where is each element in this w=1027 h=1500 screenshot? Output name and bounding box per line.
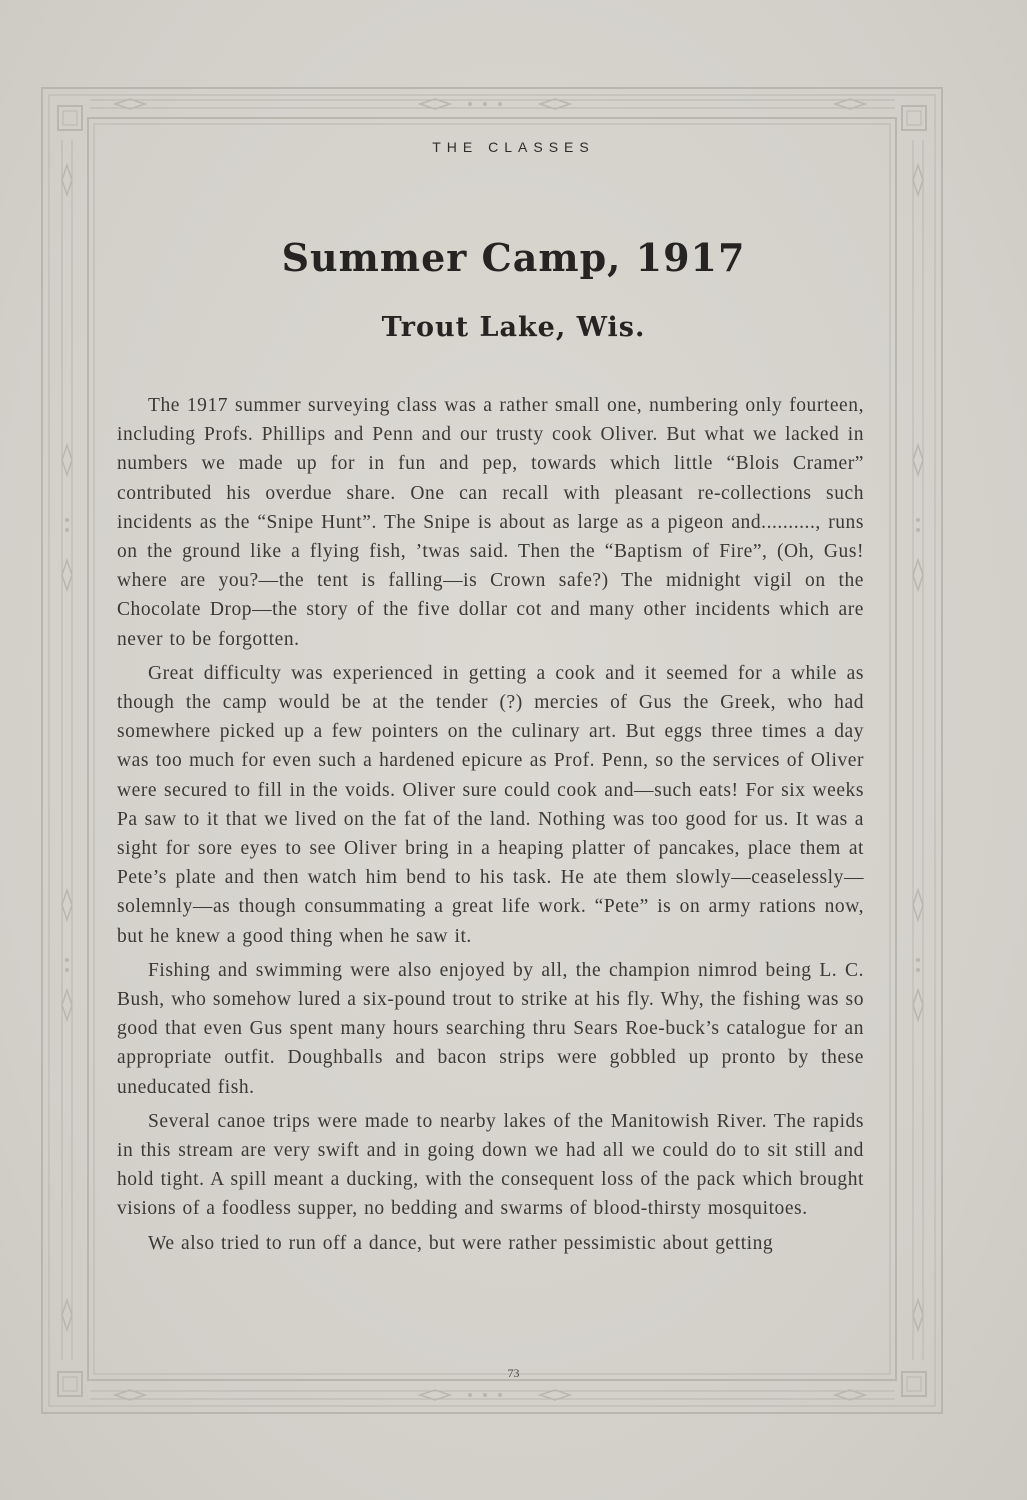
paragraph: The 1917 summer surveying class was a rather small one, numbering only fourteen, including Profs. Phillips and Penn and our trusty cook Oliver. But what we lacked in numbers we made up for in fun and pep, towards which little “Blois Cramer” contributed his overdue share. One can recall with pleasant re-collections such incidents as the “Snipe Hunt”. The Snipe is about as large as a pigeon and.........., runs on the ground like a flying fish, ’twas said. Then the “Baptism of Fire”, (Oh, Gus! where are you?—the tent is falling—is Crown safe?) The midnight vigil on the Chocolate Drop—the story of the five dollar cot and many other incidents which are never to be forgotten. (117, 395, 864, 650)
paragraph: Several canoe trips were made to nearby lakes of the Manitowish River. The rapids in this stream are very swift and in going down we had all we could do to sit still and hold tight. A spill meant a ducking, with the consequent loss of the pack which brought visions of a foodless supper, no bedding and swarms of blood-thirsty mosquitoes. (117, 1110, 864, 1220)
paragraph: Fishing and swimming were also enjoyed by all, the champion nimrod being L. C. Bush, who somehow lured a six-pound trout to strike at his fly. Why, the fishing was so good that even Gus spent many hours searching thru Sears Roe-buck’s catalogue for an appropriate outfit. Doughballs and bacon strips were gobbled up pronto by these uneducated fish. (117, 959, 864, 1098)
paragraph: We also tried to run off a dance, but were rather pessimistic about getting (148, 1232, 774, 1254)
page-title: Summer Camp, 1917 (281, 235, 746, 280)
article-body (117, 391, 864, 1263)
running-head: THE CLASSES (432, 139, 595, 155)
paragraph: Great difficulty was experienced in getting a cook and it seemed for a while as though the camp would be at the tender (?) mercies of Gus the Greek, who had somewhere picked up a few pointers on the culinary art. But eggs three times a day was too much for even such a hardened epicure as Prof. Penn, so the services of Oliver were secured to fill in the voids. Oliver sure could cook and—such eats! For six weeks Pa saw to it that we lived on the fat of the land. Nothing was too good for us. It was a sight for sore eyes to see Oliver bring in a heaping platter of pancakes, place them at Pete’s plate and then watch him bend to his task. He ate them slowly—ceaselessly—solemnly—as though consummating a great life work. “Pete” is on army rations now, but he knew a good thing when he saw it. (117, 662, 864, 947)
page-number: 73 (507, 1366, 520, 1380)
page-subtitle: Trout Lake, Wis. (381, 312, 646, 343)
